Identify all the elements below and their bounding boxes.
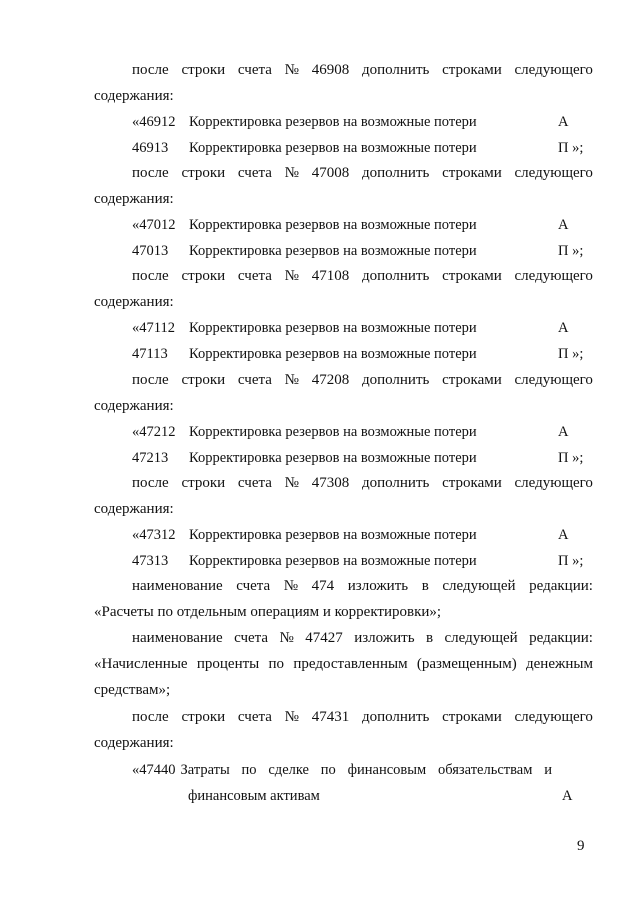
word: 47208 bbox=[311, 372, 350, 388]
account-name: Корректировка резервов на возможные потери bbox=[189, 527, 477, 543]
word: № bbox=[279, 630, 294, 646]
word: наименование bbox=[132, 578, 223, 594]
account-type-mark: А bbox=[558, 527, 569, 543]
word: 47108 bbox=[311, 268, 350, 284]
word: строками bbox=[442, 62, 502, 78]
account-name: Корректировка резервов на возможные потери bbox=[189, 553, 477, 569]
word: счета bbox=[236, 578, 271, 594]
rename-47427-line1 bbox=[132, 628, 593, 648]
rename-47427-line2 bbox=[94, 654, 593, 674]
word: строками bbox=[442, 268, 502, 284]
word: дополнить bbox=[361, 475, 430, 491]
section-intro-line bbox=[132, 163, 593, 183]
account-code: «47440 bbox=[132, 762, 176, 778]
account-type-mark: А bbox=[558, 114, 569, 130]
word: финансовым bbox=[347, 762, 427, 778]
section-intro-line bbox=[132, 370, 593, 390]
word: денежным bbox=[526, 656, 593, 672]
word: следующей bbox=[442, 578, 516, 594]
word: Затраты bbox=[180, 762, 230, 778]
word: 47431 bbox=[311, 709, 350, 725]
word: после bbox=[132, 709, 169, 725]
account-name: Корректировка резервов на возможные потери bbox=[189, 140, 477, 156]
section-intro-line bbox=[132, 707, 593, 727]
word: № bbox=[284, 165, 299, 181]
section-intro-continuation: содержания: bbox=[94, 735, 174, 751]
account-code: «46912 bbox=[132, 114, 176, 130]
word: обязательствам bbox=[438, 762, 533, 778]
word: сделке bbox=[268, 762, 309, 778]
account-type-mark: П »; bbox=[558, 346, 584, 362]
account-code: «47312 bbox=[132, 527, 176, 543]
word: следующего bbox=[514, 165, 593, 181]
section-intro-continuation: содержания: bbox=[94, 501, 174, 517]
word: № bbox=[284, 62, 299, 78]
account-code: «47112 bbox=[132, 320, 175, 336]
word: «Начисленные bbox=[94, 656, 188, 672]
word: следующей bbox=[444, 630, 518, 646]
word: в bbox=[421, 578, 429, 594]
account-row bbox=[132, 760, 552, 780]
word: редакции: bbox=[529, 630, 593, 646]
word: строками bbox=[442, 709, 502, 725]
account-name: Корректировка резервов на возможные потери bbox=[189, 450, 477, 466]
account-code: 47013 bbox=[132, 243, 169, 259]
section-intro-continuation: содержания: bbox=[94, 88, 174, 104]
page-number: 9 bbox=[577, 838, 585, 854]
section-intro-line bbox=[132, 266, 593, 286]
word: дополнить bbox=[361, 62, 430, 78]
word: по bbox=[241, 762, 257, 778]
word: после bbox=[132, 268, 169, 284]
rename-474-line1 bbox=[132, 576, 593, 596]
word: следующего bbox=[514, 709, 593, 725]
word: 47008 bbox=[311, 165, 350, 181]
word: 47427 bbox=[305, 630, 343, 646]
word: строки bbox=[181, 268, 226, 284]
word: счета bbox=[237, 372, 272, 388]
word: № bbox=[284, 475, 299, 491]
word: строки bbox=[181, 372, 226, 388]
word: после bbox=[132, 372, 169, 388]
account-name: Корректировка резервов на возможные потери bbox=[189, 346, 477, 362]
word: следующего bbox=[514, 62, 593, 78]
section-intro-continuation: содержания: bbox=[94, 294, 174, 310]
rename-474-line2: «Расчеты по отдельным операциям и корректировки»; bbox=[94, 604, 442, 620]
account-code: 47213 bbox=[132, 450, 169, 466]
word: проценты bbox=[196, 656, 260, 672]
word: строки bbox=[181, 709, 226, 725]
word: по bbox=[320, 762, 336, 778]
word: строки bbox=[181, 62, 226, 78]
account-code: «47012 bbox=[132, 217, 176, 233]
word: дополнить bbox=[361, 165, 430, 181]
word: 474 bbox=[311, 578, 335, 594]
account-name: Корректировка резервов на возможные потери bbox=[189, 217, 477, 233]
word: в bbox=[425, 630, 434, 646]
word: следующего bbox=[514, 475, 593, 491]
word: 46908 bbox=[311, 62, 350, 78]
word: № bbox=[284, 268, 299, 284]
account-code: 47313 bbox=[132, 553, 169, 569]
word: строками bbox=[442, 475, 502, 491]
word: дополнить bbox=[361, 372, 430, 388]
word: строки bbox=[181, 475, 226, 491]
word: по bbox=[268, 656, 285, 672]
word: счета bbox=[237, 709, 272, 725]
word: № bbox=[284, 709, 299, 725]
account-type-mark: П »; bbox=[558, 243, 584, 259]
word: счета bbox=[234, 630, 269, 646]
account-type-mark: П »; bbox=[558, 553, 584, 569]
word: счета bbox=[237, 165, 272, 181]
section-intro-continuation: содержания: bbox=[94, 191, 174, 207]
account-type-mark: А bbox=[558, 217, 569, 233]
account-code: 46913 bbox=[132, 140, 169, 156]
account-name: Корректировка резервов на возможные потери bbox=[189, 424, 477, 440]
account-type-mark: А bbox=[562, 788, 573, 804]
word: строками bbox=[442, 165, 502, 181]
word: дополнить bbox=[361, 268, 430, 284]
word: № bbox=[283, 578, 299, 594]
account-name: Корректировка резервов на возможные потери bbox=[189, 320, 477, 336]
account-code: «47212 bbox=[132, 424, 176, 440]
word: счета bbox=[237, 62, 272, 78]
account-name: Корректировка резервов на возможные потери bbox=[189, 114, 477, 130]
word: наименование bbox=[132, 630, 223, 646]
section-intro-continuation: содержания: bbox=[94, 398, 174, 414]
word: (размещенным) bbox=[416, 656, 517, 672]
word: счета bbox=[237, 268, 272, 284]
account-type-mark: А bbox=[558, 424, 569, 440]
word: следующего bbox=[514, 372, 593, 388]
word: после bbox=[132, 62, 169, 78]
account-type-mark: П »; bbox=[558, 450, 584, 466]
word: после bbox=[132, 165, 169, 181]
word: изложить bbox=[354, 630, 415, 646]
word: изложить bbox=[347, 578, 409, 594]
rename-47427-line3: средствам»; bbox=[94, 682, 171, 698]
account-name-line1 bbox=[181, 760, 553, 780]
section-intro-line bbox=[132, 473, 593, 493]
word: предоставленным bbox=[293, 656, 408, 672]
account-name: Корректировка резервов на возможные потери bbox=[189, 243, 477, 259]
word: № bbox=[284, 372, 299, 388]
word: 47308 bbox=[311, 475, 350, 491]
account-type-mark: П »; bbox=[558, 140, 584, 156]
account-code: 47113 bbox=[132, 346, 168, 362]
account-name-line2: финансовым активам bbox=[188, 788, 320, 804]
word: и bbox=[544, 762, 552, 778]
word: дополнить bbox=[361, 709, 430, 725]
section-intro-line bbox=[132, 60, 593, 80]
word: следующего bbox=[514, 268, 593, 284]
word: после bbox=[132, 475, 169, 491]
account-type-mark: А bbox=[558, 320, 569, 336]
word: счета bbox=[237, 475, 272, 491]
word: строками bbox=[442, 372, 502, 388]
word: редакции: bbox=[529, 578, 593, 594]
word: строки bbox=[181, 165, 226, 181]
